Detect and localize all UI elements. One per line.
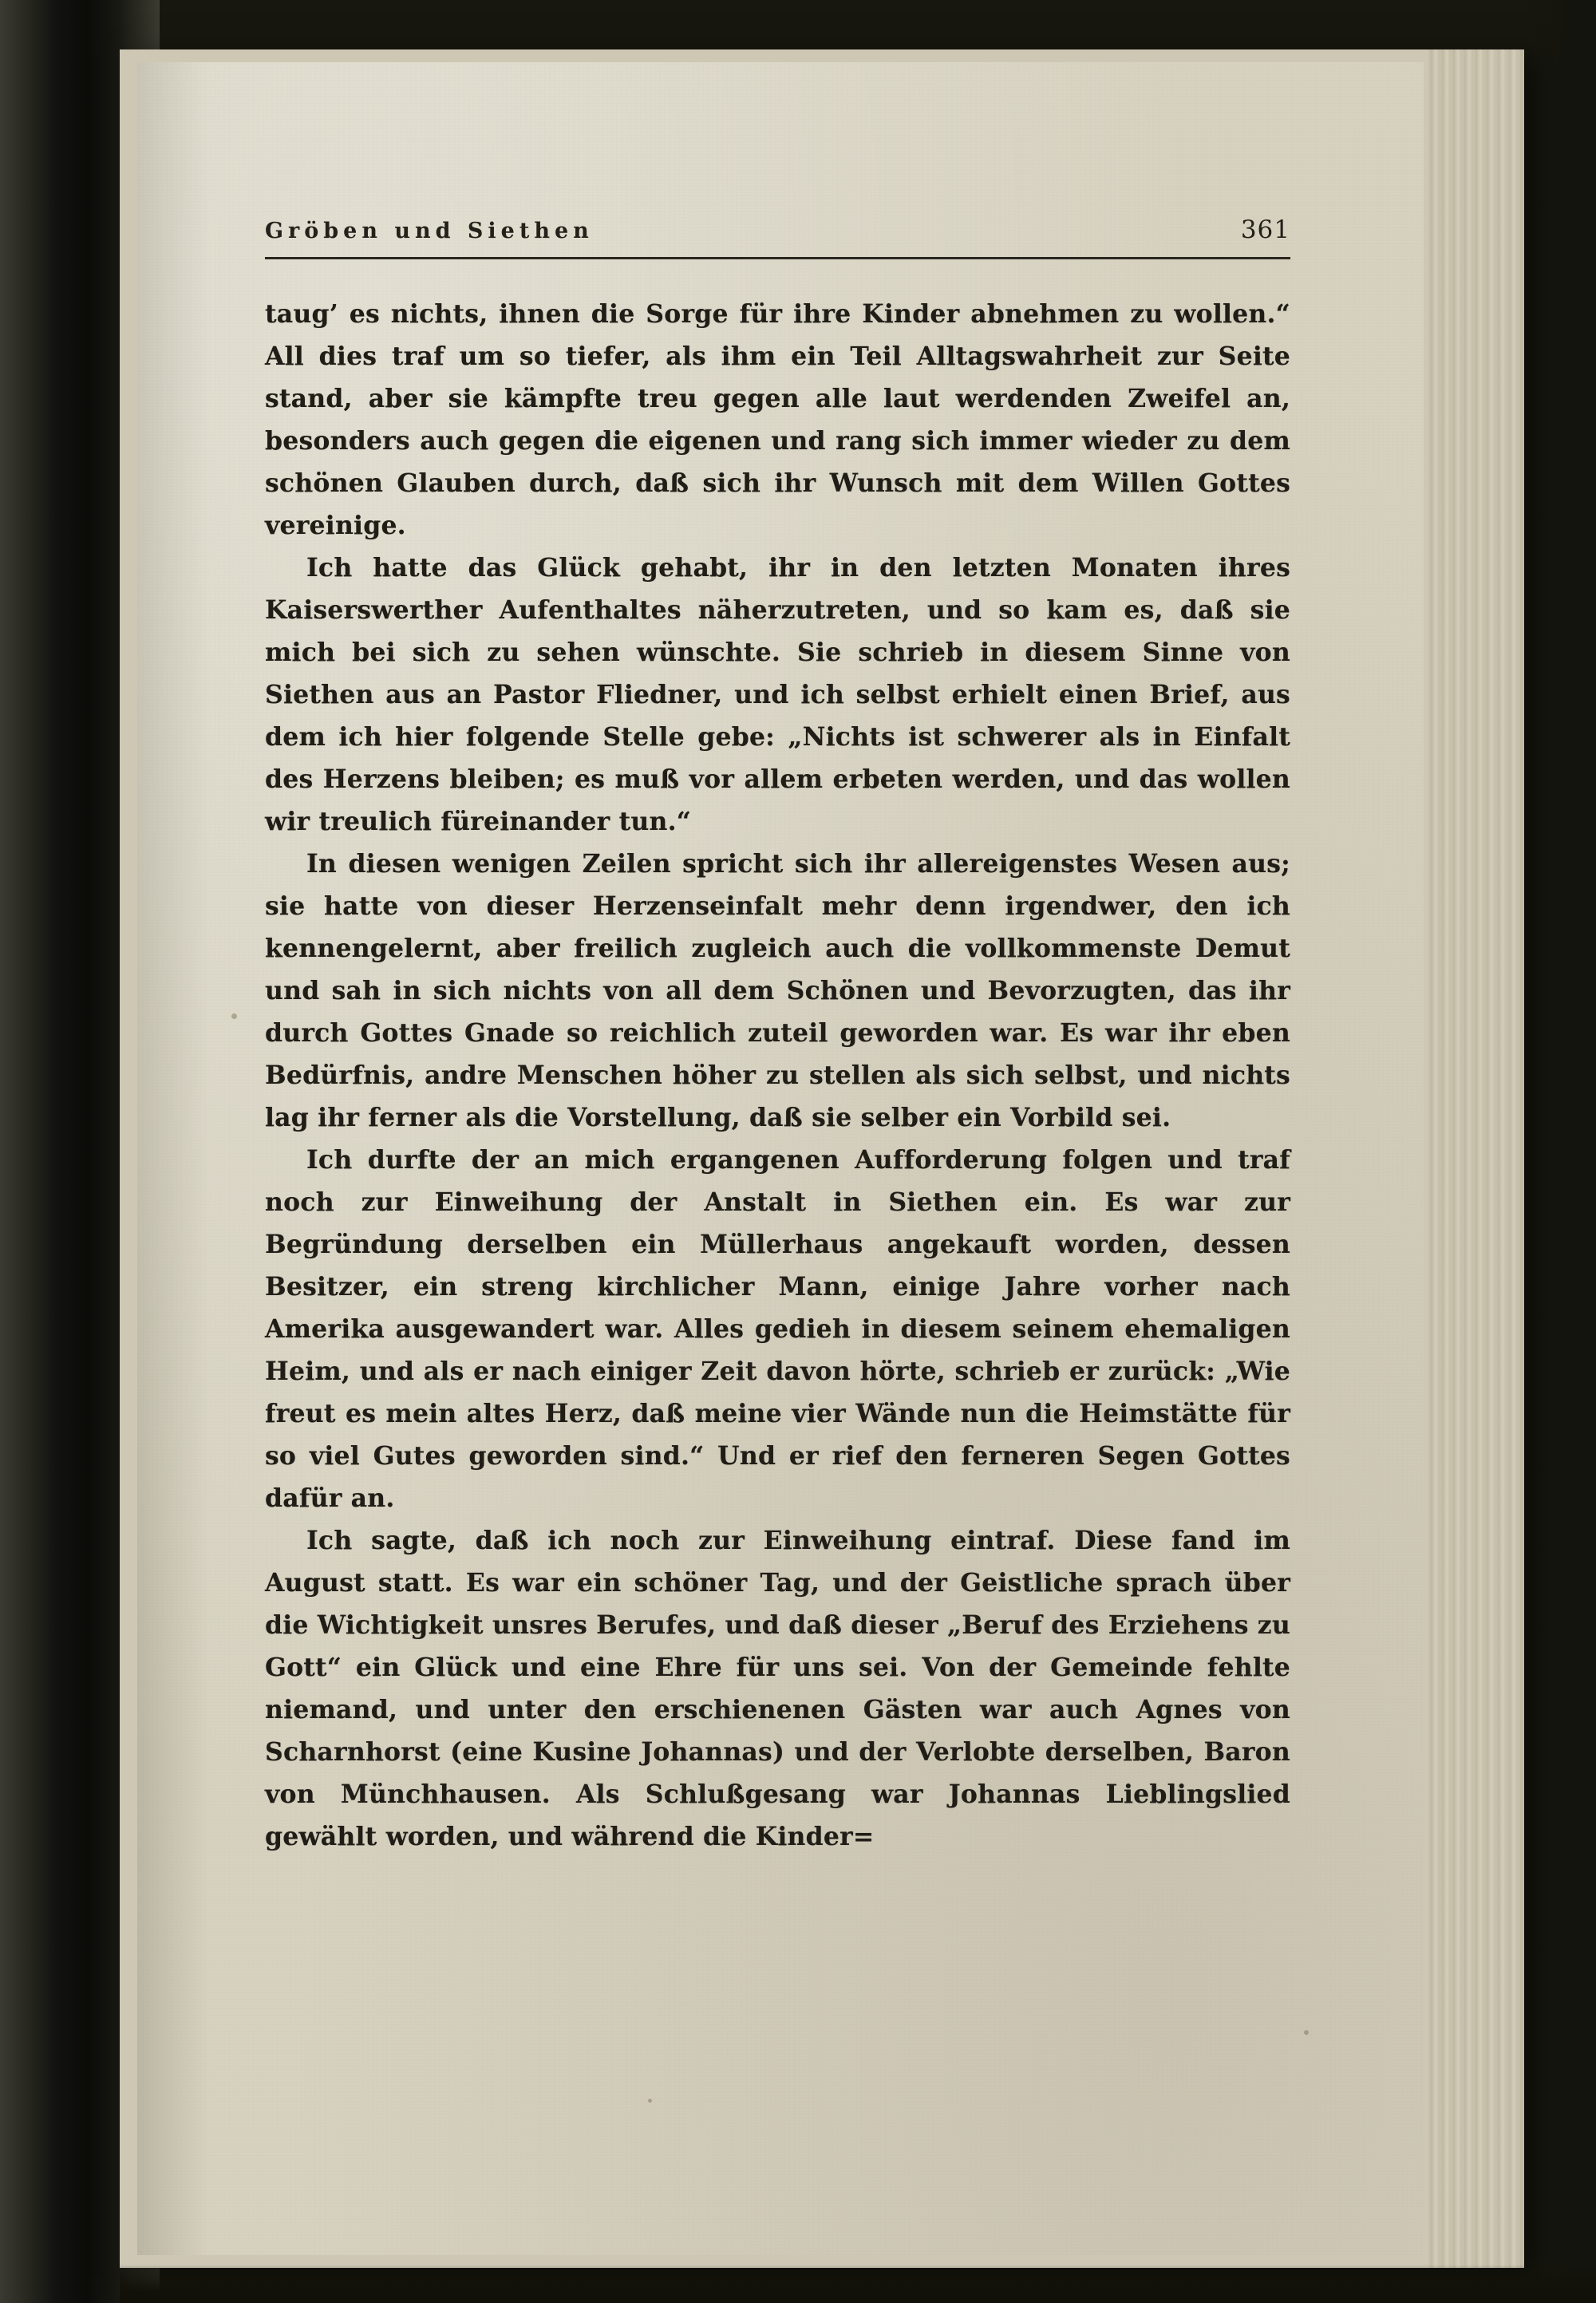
paper-speck bbox=[1304, 2030, 1309, 2035]
paragraph: In diesen wenigen Zeilen spricht sich ihr allereigenstes Wesen aus; sie hatte von dieser Herzenseinfalt mehr denn irgendwer, den ich kennengelernt, aber freilich zugleich auch die vollkommenste Demut und sah in sich nichts von all dem Schönen und Bevorzugten, das ihr durch Gottes Gnade so reichlich zuteil geworden war. Es war ihr eben Bedürfnis, andre Menschen höher zu stellen als sich selbst, und nichts lag ihr ferner als die Vorstellung, daß sie selber ein Vorbild sei. bbox=[265, 849, 1290, 1132]
bottom-edge-shadow bbox=[120, 2265, 1596, 2303]
right-edge-shadow bbox=[1520, 0, 1596, 2303]
paper-speck bbox=[231, 1013, 237, 1019]
paragraph: Ich sagte, daß ich noch zur Einweihung eintraf. Diese fand im August statt. Es war ein schöner Tag, und der Geistliche sprach über die Wichtigkeit unsres Berufes, und daß dieser „Beruf des Erziehens zu Gott“ ein Glück und eine Ehre für uns sei. Von der Gemeinde fehlte niemand, und unter den erschienenen Gästen war auch Agnes von Scharnhorst (eine Kusine Johannas) und der Verlobte derselben, Baron von Münchhausen. Als Schlußgesang war Johannas Lieblingslied gewählt worden, und während die Kinder= bbox=[265, 1526, 1290, 1851]
page-edge-striations bbox=[1428, 49, 1524, 2268]
page-number: 361 bbox=[1240, 215, 1290, 244]
paper-speck bbox=[648, 2099, 652, 2103]
header-rule bbox=[265, 257, 1290, 259]
paragraph: taug’ es nichts, ihnen die Sorge für ihre Kinder abnehmen zu wollen.“ All dies traf um so tiefer, als ihm ein Teil Alltagswahrheit zur Seite stand, aber sie kämpfte treu gegen alle laut werdenden Zweifel an, besonders auch gegen die eigenen und rang sich immer wieder zu dem schönen Glauben durch, daß sich ihr Wunsch mit dem Willen Gottes vereinige. bbox=[265, 299, 1290, 540]
paragraph: Ich durfte der an mich ergangenen Aufforderung folgen und traf noch zur Einweihung der Anstalt in Siethen ein. Es war zur Begründung derselben ein Müllerhaus angekauft worden, dessen Besitzer, ein streng kirchlicher Mann, einige Jahre vorher nach Amerika ausgewandert war. Alles gedieh in diesem seinem ehemaligen Heim, und als er nach einiger Zeit davon hörte, schrieb er zurück: „Wie freut es mein altes Herz, daß meine vier Wände nun die Heimstätte für so viel Gutes geworden sind.“ Und er rief den ferneren Segen Gottes dafür an. bbox=[265, 1145, 1290, 1513]
running-head-title: Gröben und Siethen bbox=[265, 219, 594, 243]
body-text bbox=[265, 293, 1290, 1858]
running-head bbox=[265, 215, 1290, 244]
text-block bbox=[265, 215, 1290, 1858]
book-page bbox=[137, 62, 1424, 2255]
paragraph: Ich hatte das Glück gehabt, ihr in den letzten Monaten ihres Kaiserswerther Aufenthaltes näherzutreten, und so kam es, daß sie mich bei sich zu sehen wünschte. Sie schrieb in diesem Sinne von Siethen aus an Pastor Fliedner, und ich selbst erhielt einen Brief, aus dem ich hier folgende Stelle gebe: „Nichts ist schwerer als in Einfalt des Herzens bleiben; es muß vor allem erbeten werden, und das wollen wir treulich füreinander tun.“ bbox=[265, 553, 1290, 836]
